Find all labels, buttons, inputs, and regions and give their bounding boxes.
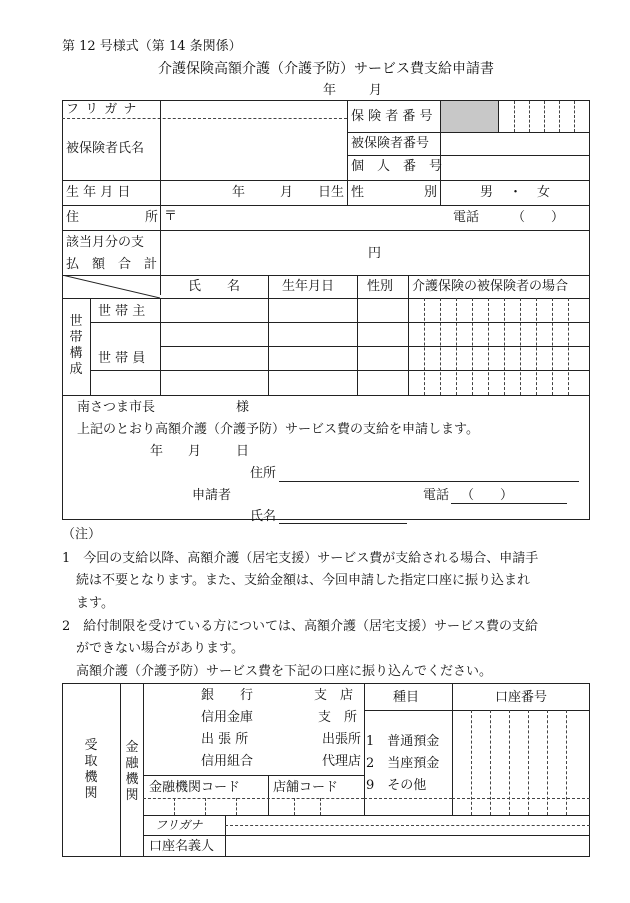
payment-total-label-line2: 払 額 合 計 xyxy=(66,257,158,272)
applicant-phone-label: 電話 xyxy=(423,488,450,503)
payment-total-label-line1: 該当月分の支 xyxy=(66,235,145,250)
applicant-name-label: 氏名 xyxy=(250,509,277,524)
note-2-line-2: ができない場合があります。 xyxy=(76,641,244,656)
birth-year: 年 xyxy=(232,185,246,200)
receiving-institution-label: 受取機関 xyxy=(84,738,98,801)
holder-furigana-label: フリガナ xyxy=(155,818,203,832)
household-col-insured: 介護保険の被保険者の場合 xyxy=(412,279,569,294)
note-1-line-3: ます。 xyxy=(76,596,114,611)
addressee: 南さつま市長 xyxy=(77,400,156,415)
applicant-address-label: 住所 xyxy=(250,466,277,481)
personal-number-label: 個 人 番 号 xyxy=(351,159,443,174)
household-member-label: 世 帯 員 xyxy=(98,351,146,366)
bank-type-credit-union: 信用組合 xyxy=(201,754,254,769)
household-col-birth: 生年月日 xyxy=(282,279,335,294)
bank-type-credit-bank: 信用金庫 xyxy=(201,710,254,725)
insurer-number-shaded-cell xyxy=(441,101,498,132)
household-side-label: 世帯構成 xyxy=(69,314,83,377)
store-code-label: 店舗コード xyxy=(273,780,339,795)
request-year: 年 xyxy=(150,444,164,459)
insured-name-label: 被保険者氏名 xyxy=(66,141,145,156)
note-2-line-1: 2 給付制限を受けている方については、高額介護（居宅支援）サービス費の支給 xyxy=(62,619,539,634)
request-day: 日 xyxy=(236,444,250,459)
applicant-phone-parens: （ ） xyxy=(461,488,514,503)
bank-code-label: 金融機関コード xyxy=(149,780,241,795)
request-month: 月 xyxy=(188,444,202,459)
address-label-left: 住 xyxy=(66,210,80,225)
account-type-header: 種目 xyxy=(393,690,420,705)
request-statement: 上記のとおり高額介護（介護予防）サービス費の支給を申請します。 xyxy=(77,422,479,437)
note-1-line-1: 1 今回の支給以降、高額介護（居宅支援）サービス費が支給される場合、申請手 xyxy=(62,551,539,566)
bank-type-bank: 銀 行 xyxy=(201,688,254,703)
sex-label-left: 性 xyxy=(351,185,365,200)
bank-type-branch-office: 出 張 所 xyxy=(201,732,249,747)
applicant-address-line[interactable] xyxy=(279,481,579,482)
account-type-other[interactable]: 9 その他 xyxy=(366,778,427,793)
phone-parens: （ ） xyxy=(512,210,565,225)
address-label-right: 所 xyxy=(145,210,159,225)
insurer-number-label: 保 険 者 番 号 xyxy=(351,109,433,124)
header-date-month: 月 xyxy=(369,83,383,98)
birth-month: 月 xyxy=(280,185,294,200)
insured-number-label: 被保険者番号 xyxy=(351,136,430,151)
form-title: 介護保険高額介護（介護予防）サービス費支給申請書 xyxy=(158,61,494,77)
postal-mark-icon: 〒 xyxy=(164,209,178,224)
transfer-instruction: 高額介護（介護予防）サービス費を下記の口座に振り込んでください。 xyxy=(76,664,493,679)
applicant-phone-line[interactable] xyxy=(451,503,567,504)
notes-heading: （注） xyxy=(62,527,102,542)
branch-type-dairiten: 代理店 xyxy=(322,754,362,769)
form-number: 第 12 号様式（第 14 条関係） xyxy=(62,39,242,54)
birth-date-label: 生 年 月 日 xyxy=(66,185,131,200)
sex-male[interactable]: 男 xyxy=(480,185,494,200)
sex-separator: ・ xyxy=(509,185,523,200)
applicant-label: 申請者 xyxy=(192,488,232,503)
note-1-line-2: 続は不要となります。また、支給金額は、今回申請した指定口座に振り込まれ xyxy=(76,573,530,588)
account-type-current[interactable]: 2 当座預金 xyxy=(366,756,440,771)
furigana-label: フ リ ガ ナ xyxy=(66,102,138,117)
yen-unit: 円 xyxy=(368,246,382,261)
household-head-label: 世 帯 主 xyxy=(98,304,146,319)
branch-type-shisho: 支 所 xyxy=(318,710,358,725)
financial-institution-label: 金融機関 xyxy=(125,740,139,803)
household-col-name: 氏 名 xyxy=(188,279,241,294)
sex-label-right: 別 xyxy=(424,185,438,200)
account-number-header: 口座番号 xyxy=(495,690,548,705)
sex-female[interactable]: 女 xyxy=(537,185,551,200)
branch-type-shuchosho: 出張所 xyxy=(322,732,362,747)
household-col-sex: 性別 xyxy=(367,279,394,294)
account-type-ordinary[interactable]: 1 普通預金 xyxy=(366,734,440,749)
addressee-honorific: 様 xyxy=(236,400,250,415)
applicant-name-line[interactable] xyxy=(279,523,407,524)
branch-type-shiten: 支 店 xyxy=(314,688,354,703)
phone-label: 電話 xyxy=(453,210,480,225)
corner-diagonal xyxy=(62,275,160,298)
birth-day: 日生 xyxy=(318,185,345,200)
header-date-year: 年 xyxy=(323,83,337,98)
account-holder-label: 口座名義人 xyxy=(149,839,215,854)
